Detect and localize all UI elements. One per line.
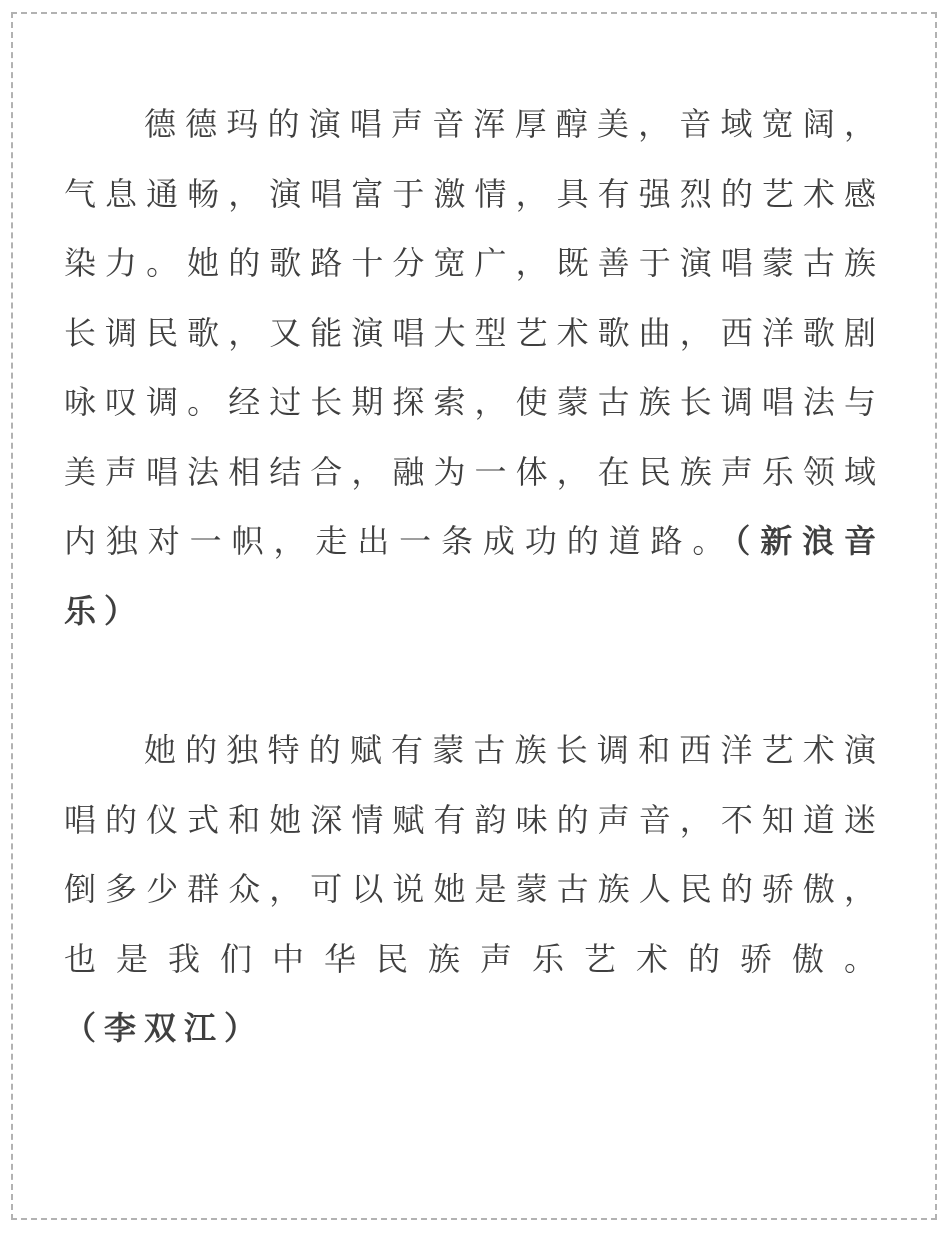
- paragraph-1-source: （新浪音乐）: [64, 522, 884, 630]
- paragraph-2-source: （李双江）: [64, 1009, 265, 1047]
- paragraph-2: [64, 716, 884, 1064]
- paragraph-1-text: 德德玛的演唱声音浑厚醇美，音域宽阔，气息通畅，演唱富于激情，具有强烈的艺术感染力。她的歌路十分宽广，既善于演唱蒙古族长调民歌，又能演唱大型艺术歌曲，西洋歌剧咏叹调。经过长期探索，使蒙古族长调唱法与美声唱法相结合，融为一体，在民族声乐领域内独对一帜，走出一条成功的道路。: [64, 105, 884, 560]
- paragraph-2-text: 她的独特的赋有蒙古族长调和西洋艺术演唱的仪式和她深情赋有韵味的声音，不知道迷倒多少群众，可以说她是蒙古族人民的骄傲，也是我们中华民族声乐艺术的骄傲。: [64, 731, 884, 978]
- paragraph-1: [64, 90, 884, 646]
- article-body: [64, 90, 884, 1064]
